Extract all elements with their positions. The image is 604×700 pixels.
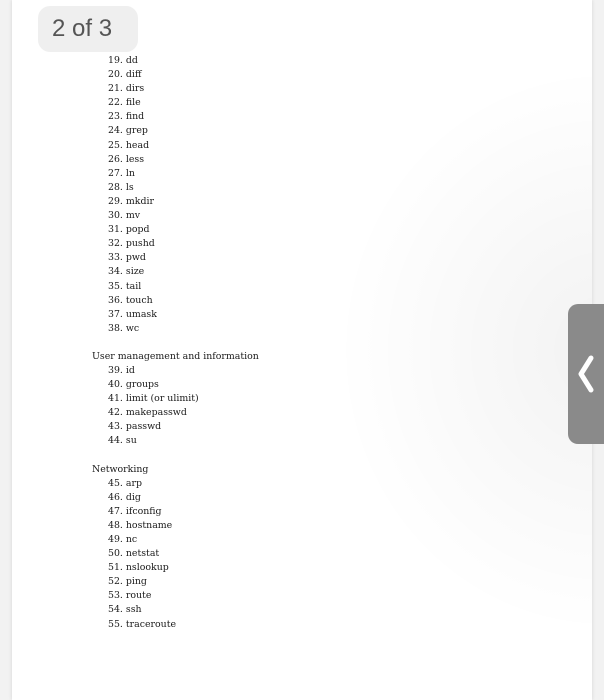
list-item: 46. dig — [108, 491, 141, 503]
network-commands-list — [80, 477, 259, 632]
list-item: 52. ping — [108, 576, 147, 588]
list-item: 30. mv — [108, 210, 141, 222]
side-panel-toggle-button[interactable] — [568, 304, 604, 444]
list-item: 20. diff — [108, 69, 142, 81]
page-shadow — [312, 40, 592, 660]
list-item: 25. head — [108, 139, 150, 151]
user-section-heading: User management and information — [92, 350, 259, 362]
list-item: 27. ln — [108, 167, 135, 179]
list-item: 33. pwd — [108, 252, 146, 264]
document-content — [80, 54, 259, 632]
list-item: 44. su — [108, 435, 137, 447]
list-item: 43. passwd — [108, 421, 162, 433]
list-item: 34. size — [108, 266, 145, 278]
list-item: 24. grep — [108, 125, 148, 137]
list-item: 41. limit (or ulimit) — [108, 393, 199, 405]
list-item: 26. less — [108, 153, 145, 165]
list-item: 21. dirs — [108, 83, 145, 95]
file-commands-list — [80, 54, 259, 336]
user-commands-list — [80, 364, 259, 449]
list-item: 51. nslookup — [108, 562, 169, 574]
list-item: 55. traceroute — [108, 618, 177, 630]
list-item: 22. file — [108, 97, 141, 109]
list-item: 31. popd — [108, 224, 150, 236]
list-item: 35. tail — [108, 280, 142, 292]
list-item: 28. ls — [108, 181, 134, 193]
page-indicator: 2 of 3 — [38, 6, 138, 52]
list-item: 19. dd — [108, 55, 138, 66]
list-item: 48. hostname — [108, 519, 173, 531]
list-item: 49. nc — [108, 534, 138, 545]
list-item: 23. find — [108, 111, 145, 123]
document-page — [12, 0, 592, 700]
list-item: 47. ifconfig — [108, 505, 162, 517]
list-item: 45. arp — [108, 477, 142, 489]
list-item: 36. touch — [108, 294, 153, 306]
list-item: 37. umask — [108, 308, 157, 320]
list-item: 54. ssh — [108, 604, 142, 616]
list-item: 50. netstat — [108, 548, 160, 560]
list-item: 39. id — [108, 364, 135, 376]
list-item: 29. mkdir — [108, 195, 154, 207]
chevron-left-icon — [576, 354, 596, 394]
list-item: 38. wc — [108, 322, 140, 334]
list-item: 42. makepasswd — [108, 407, 187, 419]
list-item: 53. route — [108, 590, 152, 602]
list-item: 32. pushd — [108, 238, 155, 250]
network-section-heading: Networking — [92, 463, 149, 475]
list-item: 40. groups — [108, 379, 159, 391]
